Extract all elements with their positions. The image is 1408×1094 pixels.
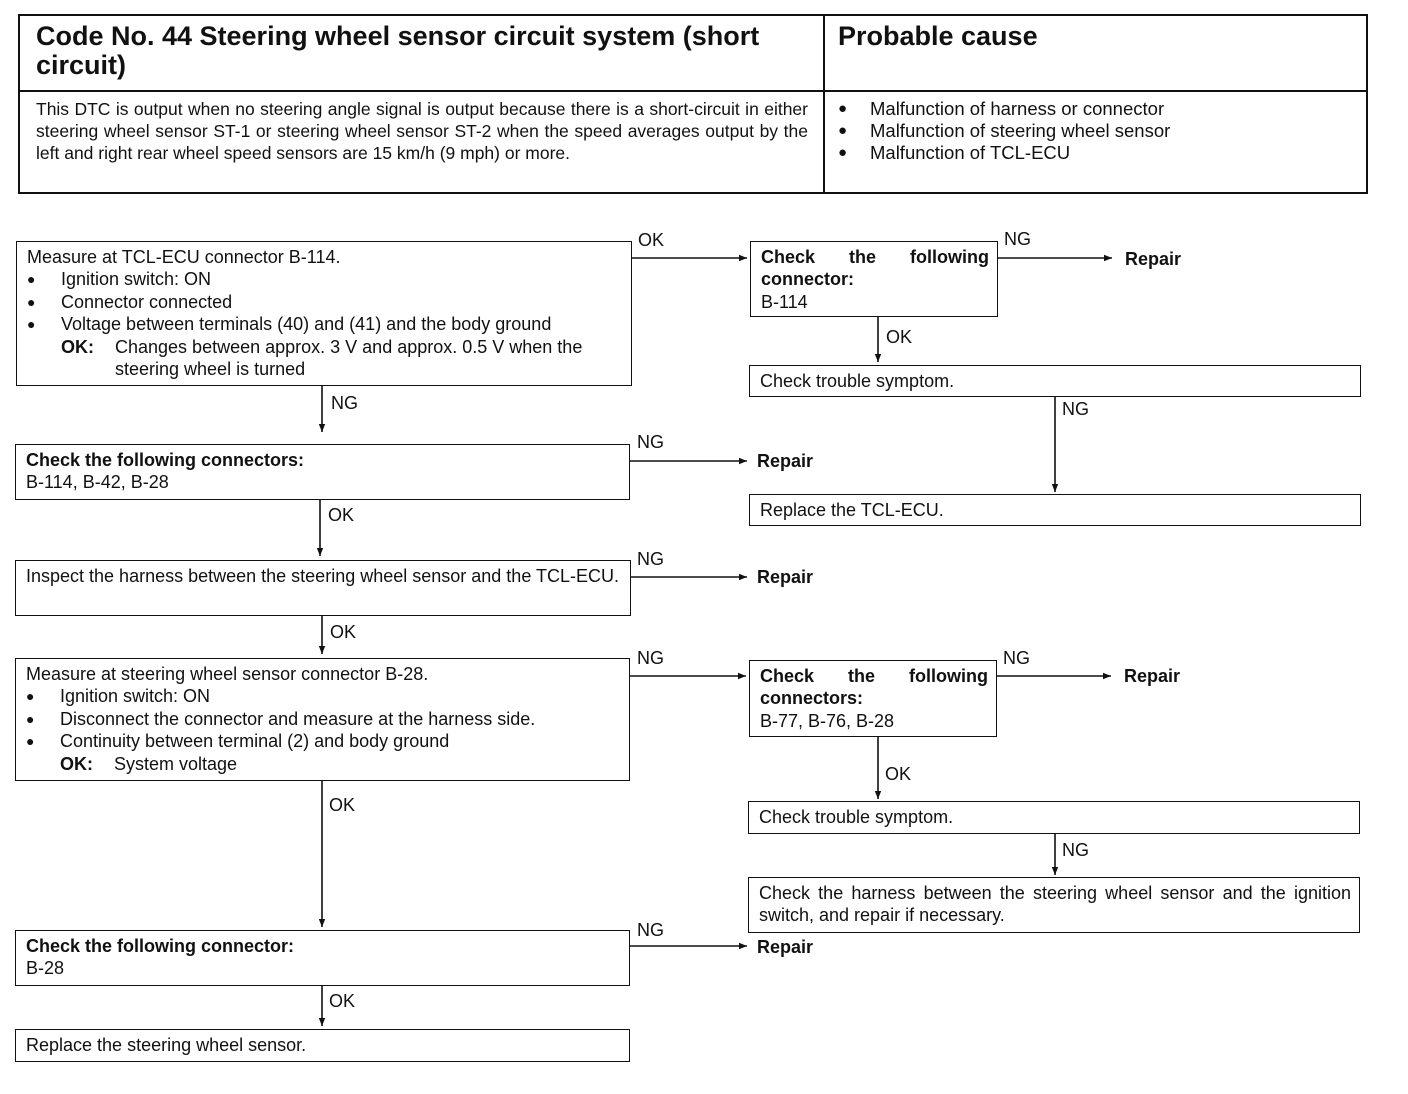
right1-check-connector bbox=[750, 241, 998, 317]
ng-label-step3-right: NG bbox=[637, 549, 664, 569]
step5-check-connector bbox=[15, 930, 630, 986]
code-title: Code No. 44 Steering wheel sensor circuit system (short circuit) bbox=[36, 21, 760, 80]
ok-label-step1-right: OK bbox=[638, 230, 665, 250]
ok-label: OK: bbox=[60, 753, 93, 774]
ng-label-right2: NG bbox=[1003, 648, 1030, 668]
ok-text: Changes between approx. 3 V and approx. 0.5 V when the steering wheel is turned bbox=[115, 336, 583, 380]
step4-conditions bbox=[26, 685, 621, 752]
ng-label-right1-symptom: NG bbox=[1062, 399, 1089, 419]
right2-symptom-text: Check trouble symptom. bbox=[759, 807, 954, 827]
probable-cause-title: Probable cause bbox=[838, 21, 1038, 51]
ng-label-step1-down: NG bbox=[331, 393, 358, 413]
right1-symptom-text: Check trouble symptom. bbox=[760, 371, 955, 391]
step4-measure-sensor bbox=[15, 658, 630, 781]
step1-measure-tcl-ecu bbox=[16, 241, 632, 386]
step3-body: Inspect the harness between the steering wheel sensor and the TCL-ECU. bbox=[26, 566, 620, 586]
ok-text: System voltage bbox=[114, 753, 238, 774]
cause-item: ● Malfunction of harness or connector bbox=[838, 98, 1170, 120]
dtc-description: This DTC is output when no steering angle signal is output because there is a short-circuit in either steering wheel sensor ST-1 or steering wheel sensor ST-2 when the speed averages output by the left and right rear wheel speed sensors are 15 km/h (9 mph) or more. bbox=[36, 99, 808, 163]
step1-ok-criteria bbox=[27, 336, 623, 380]
right2-body: B-77, B-76, B-28 bbox=[760, 710, 895, 731]
cause-item: ● Malfunction of steering wheel sensor bbox=[838, 120, 1170, 142]
repair-label-step5: Repair bbox=[757, 937, 814, 957]
ok-label: OK: bbox=[61, 336, 94, 357]
condition-item: ● Connector connected bbox=[27, 291, 623, 313]
step5-body: B-28 bbox=[26, 958, 65, 979]
repair-label-step3: Repair bbox=[757, 567, 814, 587]
ok-label-step2-down: OK bbox=[328, 505, 355, 525]
step1-conditions bbox=[27, 268, 623, 335]
ng-label-step2-right: NG bbox=[637, 432, 664, 452]
repair-label-step2: Repair bbox=[757, 451, 814, 471]
right2-harness-text: Check the harness between the steering wheel sensor and the ignition switch, and repair if necessary. bbox=[759, 883, 1351, 926]
ok-label-step3-down: OK bbox=[330, 622, 357, 642]
step4-title: Measure at steering wheel sensor connector B-28. bbox=[26, 664, 429, 684]
right1-replace-ecu bbox=[749, 494, 1361, 526]
step4-ok-criteria bbox=[26, 753, 621, 775]
condition-item: ● Disconnect the connector and measure at the harness side. bbox=[26, 708, 621, 730]
ok-label-step5-down: OK bbox=[329, 991, 356, 1011]
right2-title: Check the following connectors: bbox=[760, 666, 988, 709]
cause-item: ● Malfunction of TCL-ECU bbox=[838, 142, 1170, 164]
ng-label-right1: NG bbox=[1004, 229, 1031, 249]
repair-label-right1: Repair bbox=[1125, 249, 1182, 269]
condition-item: ● Ignition switch: ON bbox=[26, 685, 621, 707]
ng-label-right2-symptom: NG bbox=[1062, 840, 1089, 860]
right1-replace-text: Replace the TCL-ECU. bbox=[760, 500, 944, 520]
right1-title: Check the following connector: bbox=[761, 247, 989, 290]
repair-label-right2: Repair bbox=[1124, 666, 1181, 686]
step5-title: Check the following connector: bbox=[26, 936, 295, 956]
right2-check-connectors bbox=[749, 660, 997, 737]
right1-check-symptom bbox=[749, 365, 1361, 397]
step1-title: Measure at TCL-ECU connector B-114. bbox=[27, 247, 341, 267]
step3-inspect-harness bbox=[15, 560, 631, 616]
step6-body: Replace the steering wheel sensor. bbox=[26, 1035, 307, 1055]
right2-check-harness bbox=[748, 877, 1360, 933]
condition-item: ● Continuity between terminal (2) and body ground bbox=[26, 730, 621, 752]
ng-label-step5-right: NG bbox=[637, 920, 664, 940]
step6-replace-sensor bbox=[15, 1029, 630, 1062]
right2-check-symptom bbox=[748, 801, 1360, 834]
step2-body: B-114, B-42, B-28 bbox=[26, 472, 169, 493]
right1-body: B-114 bbox=[761, 291, 808, 312]
condition-item: ● Ignition switch: ON bbox=[27, 268, 623, 290]
ok-label-step4-down: OK bbox=[329, 795, 356, 815]
step2-check-connectors bbox=[15, 444, 630, 500]
ok-label-right2-down: OK bbox=[885, 764, 912, 784]
ok-label-right1-down: OK bbox=[886, 327, 913, 347]
step2-title: Check the following connectors: bbox=[26, 450, 305, 470]
ng-label-step4-right: NG bbox=[637, 648, 664, 668]
condition-item: ● Voltage between terminals (40) and (41) and the body ground bbox=[27, 313, 623, 335]
